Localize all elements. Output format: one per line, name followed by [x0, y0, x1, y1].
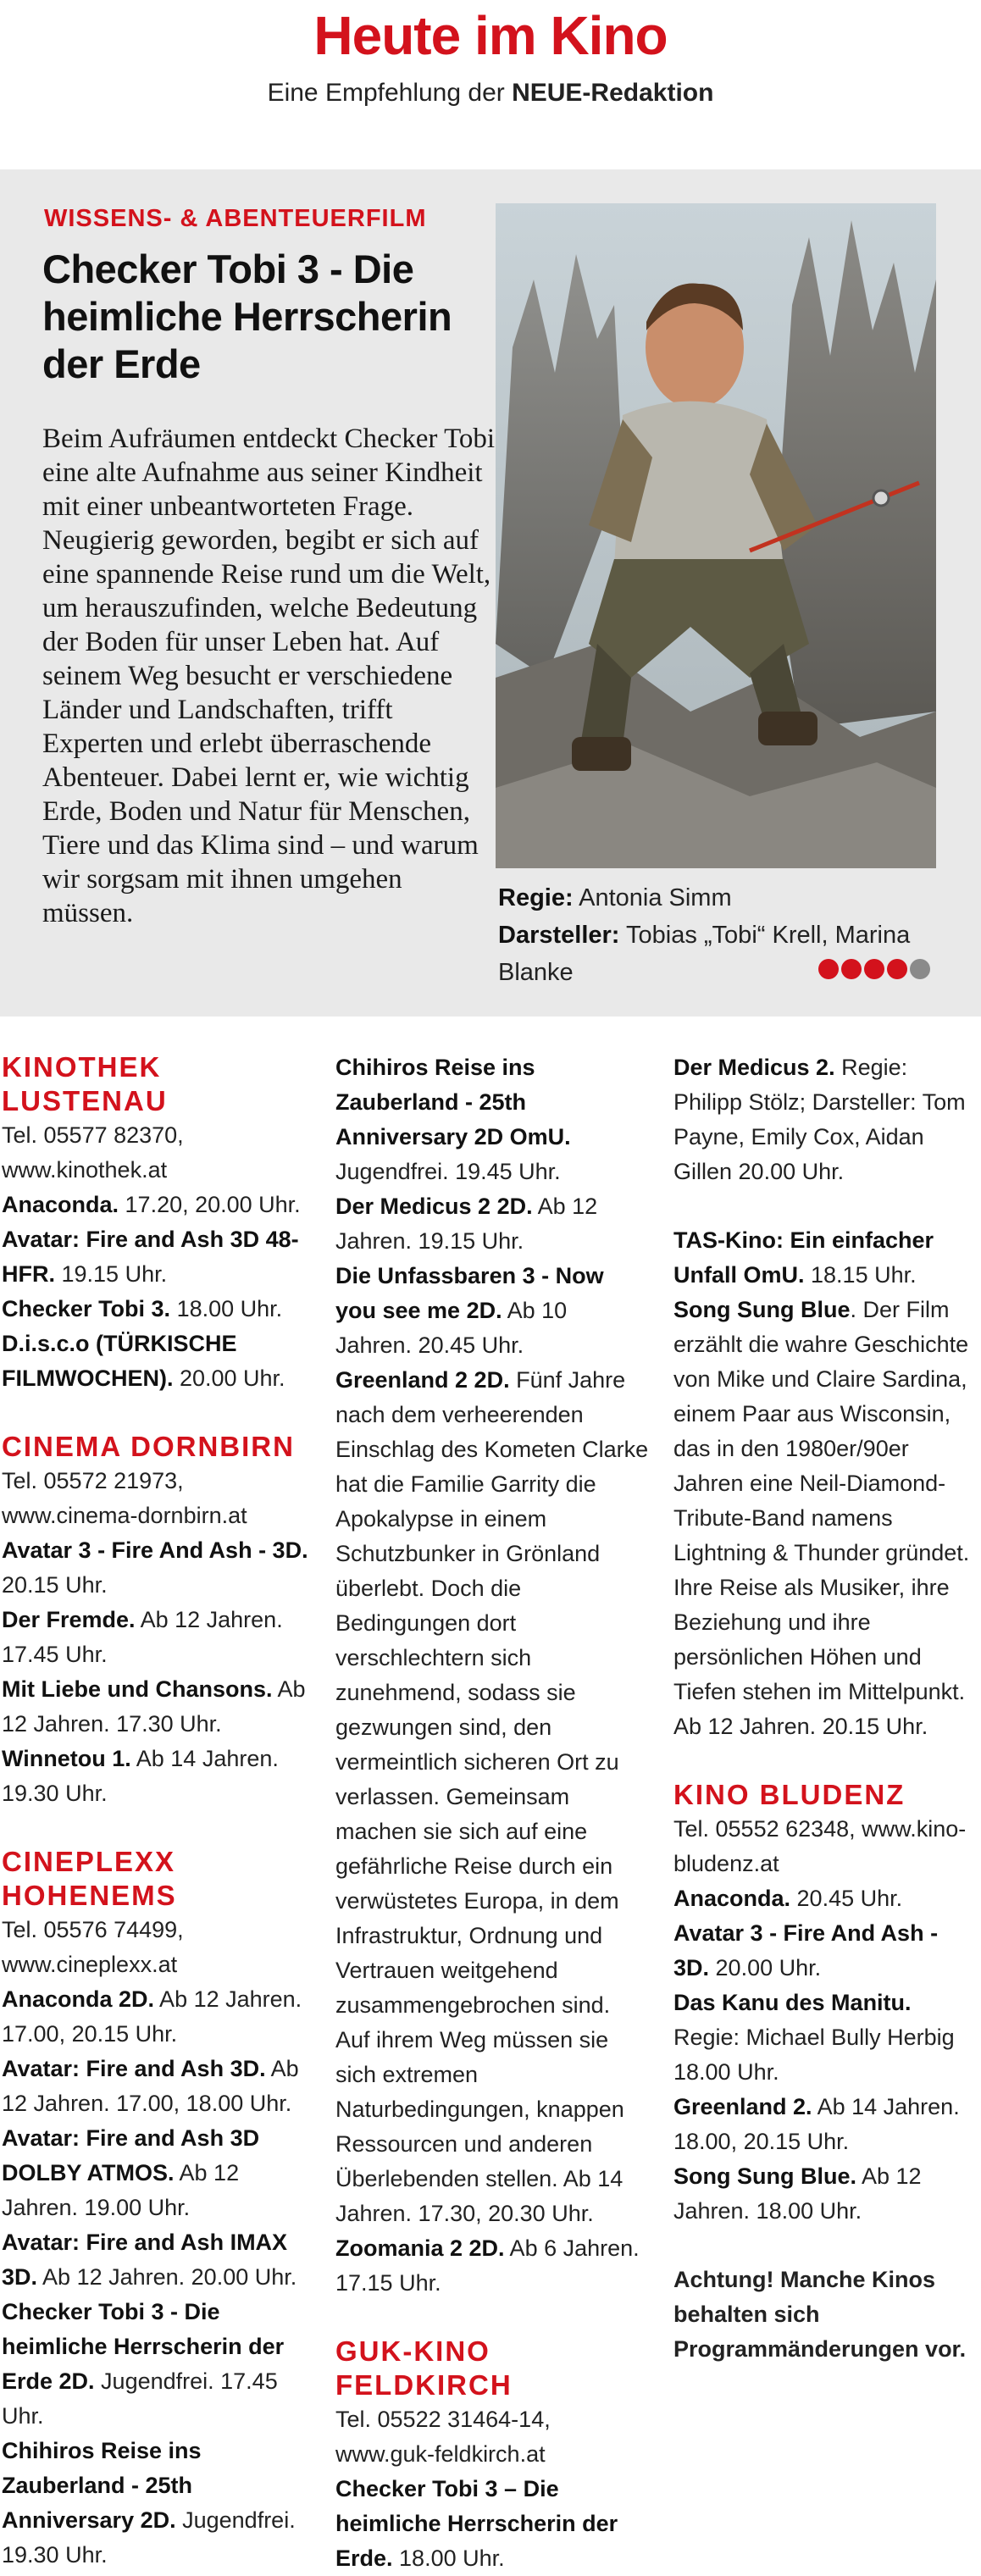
movie-details: . Der Film erzählt die wahre Geschichte von Mike und Claire Sardina, einem Paar aus Wisconsin, das in den 1980er/90er Jahren eine Neil-Diamond-Tribute-Band namens Lightning & Thunder gründet. Ihre Reise als Musiker, ihre Beziehung und ihre persönlichen Höhen und Tiefen stehen im Mittelpunkt. Ab 12 Jahren. 20.15 Uhr. — [673, 1297, 970, 1739]
movie-entry — [2, 2434, 315, 2573]
movie-details: 20.45 Uhr. — [790, 1886, 903, 1911]
movie-entry — [2, 1603, 315, 1672]
feature-photo — [496, 203, 936, 868]
cinema-name: KINOTHEK LUSTENAU — [2, 1051, 168, 1116]
movie-entry — [673, 1050, 978, 1189]
cinema-name: CINEPLEXX HOHENEMS — [2, 1846, 177, 1911]
movie-details: Ab 12 Jahren. 19.15 Uhr. — [335, 1194, 598, 1254]
movie-title: Der Medicus 2 2D. — [335, 1194, 533, 1219]
film-still-image — [496, 203, 936, 868]
cinema-contact: Tel. 05577 82370, www.kinothek.at — [2, 1122, 184, 1183]
movie-entry — [2, 1292, 315, 1327]
movie-entry — [673, 1986, 978, 2090]
movie-entry — [673, 1881, 978, 1916]
listing-column-1 — [2, 1050, 315, 2573]
movie-title: Mit Liebe und Chansons. — [2, 1676, 273, 1702]
movie-title: Der Medicus 2. — [673, 1055, 835, 1080]
page-header — [0, 0, 981, 110]
movie-details: 18.15 Uhr. — [804, 1262, 917, 1288]
movie-title: Anaconda. — [2, 1192, 119, 1217]
cinema-name: GUK-KINO FELDKIRCH — [335, 2335, 513, 2401]
movie-title: Checker Tobi 3 – Die heimliche Herrscherin der Erde. — [335, 2476, 618, 2571]
movie-title: Avatar: Fire and Ash 3D. — [2, 2056, 266, 2081]
movie-title: Avatar: Fire and Ash 3D DOLBY ATMOS. — [2, 2125, 260, 2185]
feature-title: Checker Tobi 3 - Die heimliche Herrscherin der Erde — [42, 247, 452, 386]
movie-title: Das Kanu des Manitu. — [673, 1990, 912, 2015]
listing-column-2 — [335, 1050, 649, 2576]
regie-label: Regie: — [498, 884, 574, 911]
movie-title: Avatar: Fire and Ash IMAX 3D. — [2, 2230, 288, 2290]
regie-value: Antonia Simm — [579, 884, 732, 911]
movie-entry — [335, 1363, 649, 2231]
cinema-name: KINO BLUDENZ — [673, 1779, 906, 1810]
movie-title: Der Fremde. — [2, 1607, 136, 1632]
movie-details: Ab 12 Jahren. 18.00 Uhr. — [673, 2163, 922, 2224]
movie-entry — [2, 2121, 315, 2225]
movie-title: Song Sung Blue — [673, 1297, 851, 1322]
movie-entry — [673, 1293, 978, 1744]
movie-details: Fünf Jahre nach dem verheerenden Einschlag des Kometen Clarke hat die Familie Garrity die Apokalypse in einem Schutzbunker in Grönland überlebt. Doch die Bedingungen dort verschlechtern sich zunehmend, sodass sie gezwungen sind, den vermeintlich sicheren Ort zu verlassen. Gemeinsam machen sie sich auf eine gefährliche Reise durch ein verwüstetes Europa, in dem Infrastruktur, Ordnung und Vertrauen weitgehend zusammengebrochen sind. Auf ihrem Weg müssen sie sich extremen Naturbedingungen, knappen Ressourcen und anderen Überlebenden stellen. Ab 14 Jahren. 17.30, 20.30 Uhr. — [335, 1367, 649, 2226]
movie-details: Ab 10 Jahren. 20.45 Uhr. — [335, 1298, 568, 1358]
movie-details: 17.20, 20.00 Uhr. — [119, 1192, 301, 1217]
movie-details: Ab 14 Jahren. 18.00, 20.15 Uhr. — [673, 2094, 960, 2154]
movie-title: Die Unfassbaren 3 - Now you see me 2D. — [335, 1263, 604, 1323]
movie-details: Ab 12 Jahren. 17.45 Uhr. — [2, 1607, 283, 1667]
featured-film-box — [0, 169, 981, 1017]
movie-details: Regie: Philipp Stölz; Darsteller: Tom Payne, Emily Cox, Aidan Gillen 20.00 Uhr. — [673, 1055, 966, 1184]
program-notice-text: Achtung! Manche Kinos behalten sich Programmänderungen vor. — [673, 2267, 967, 2362]
movie-title: Avatar 3 - Fire And Ash - 3D. — [673, 1920, 939, 1980]
cinema-contact: Tel. 05572 21973, www.cinema-dornbirn.at — [2, 1468, 247, 1528]
movie-details: 19.15 Uhr. — [55, 1261, 168, 1287]
rating-dot-filled — [864, 959, 884, 979]
movie-entry — [335, 2472, 649, 2576]
movie-entry — [2, 1222, 315, 1292]
movie-entry — [2, 1188, 315, 1222]
movie-entry — [673, 1916, 978, 1986]
movie-title: Song Sung Blue. — [673, 2163, 856, 2189]
listing-column-3 — [673, 1050, 978, 2367]
rating-dots — [818, 959, 933, 981]
movie-details: Ab 12 Jahren. 19.00 Uhr. — [2, 2160, 240, 2220]
movie-title: TAS-Kino: Ein einfacher Unfall OmU. — [673, 1227, 934, 1288]
movie-entry — [2, 1742, 315, 1811]
cinema-contact: Tel. 05522 31464-14, www.guk-feldkirch.at — [335, 2407, 551, 2467]
feature-description: Beim Aufräumen entdeckt Checker Tobi eine alte Aufnahme aus seiner Kindheit mit einer unbeantworteten Frage. Neugierig geworden, begibt er sich auf eine spannende Reise rund um die Welt, um herauszufinden, welche Bedeutung der Boden für unser Leben hat. Auf seinem Weg besucht er verschiedene Länder und Landschaften, trifft Experten und erlebt überraschende Abenteuer. Dabei lernt er, wie wichtig Erde, Boden und Natur für Menschen, Tiere und das Klima sind – und warum wir sorgsam mit ihnen umgehen müssen. — [42, 424, 496, 928]
movie-details: 18.00 Uhr. — [170, 1296, 283, 1321]
movie-title: Winnetou 1. — [2, 1746, 131, 1771]
movie-entry — [2, 1327, 315, 1396]
movie-entry — [2, 1982, 315, 2052]
cinema-contact: Tel. 05576 74499, www.cineplexx.at — [2, 1917, 184, 1977]
credit-regie — [498, 879, 939, 917]
darsteller-value: Tobias „Tobi“ Krell, Marina Blanke — [498, 922, 911, 986]
movie-title: Avatar 3 - Fire And Ash - 3D. — [2, 1537, 308, 1563]
subtitle-brand: NEUE-Redaktion — [512, 79, 714, 107]
movie-title: Greenland 2. — [673, 2094, 812, 2119]
movie-entry — [673, 1223, 978, 1293]
rating-dot-filled — [841, 959, 862, 979]
movie-details: 20.15 Uhr. — [2, 1572, 108, 1598]
cinema-contact: Tel. 05552 62348, www.kino-bludenz.at — [673, 1816, 967, 1876]
page-title: Heute im Kino — [313, 5, 668, 66]
darsteller-label: Darsteller: — [498, 922, 620, 949]
movie-title: Checker Tobi 3 - Die heimliche Herrscherin der Erde 2D. — [2, 2299, 285, 2394]
movie-title: Zoomania 2 2D. — [335, 2235, 505, 2261]
rating-dot-filled — [887, 959, 907, 979]
movie-details: Jugendfrei. 17.45 Uhr. — [2, 2368, 278, 2429]
movie-entry — [2, 1672, 315, 1742]
movie-entry — [673, 2090, 978, 2159]
movie-entry — [673, 2159, 978, 2229]
movie-entry — [2, 2225, 315, 2295]
movie-details: Ab 12 Jahren. 17.00, 18.00 Uhr. — [2, 2056, 299, 2116]
movie-entry — [335, 1050, 649, 1189]
movie-details: 20.00 Uhr. — [709, 1955, 822, 1980]
movie-entry — [2, 2295, 315, 2434]
subtitle-prefix: Eine Empfehlung der — [267, 79, 513, 107]
movie-entry — [335, 2231, 649, 2301]
movie-details: Ab 12 Jahren. 17.30 Uhr. — [2, 1676, 306, 1737]
rating-dot-filled — [818, 959, 839, 979]
movie-details: 20.00 Uhr. — [173, 1366, 285, 1391]
rating-dot-empty — [910, 959, 930, 979]
movie-details: Ab 6 Jahren. 17.15 Uhr. — [335, 2235, 640, 2296]
movie-title: Anaconda. — [673, 1886, 791, 1911]
movie-details: Jugendfrei. 19.45 Uhr. — [335, 1159, 561, 1184]
movie-entry — [335, 1189, 649, 1259]
movie-entry — [2, 2052, 315, 2121]
page-subtitle — [0, 78, 981, 108]
cinema-name: CINEMA DORNBIRN — [2, 1431, 295, 1462]
movie-title: Avatar: Fire and Ash 3D 48-HFR. — [2, 1227, 299, 1287]
movie-title: Anaconda 2D. — [2, 1986, 155, 2012]
movie-title: Chihiros Reise ins Zauberland - 25th Anniversary 2D OmU. — [335, 1055, 571, 1150]
movie-entry — [335, 1259, 649, 1363]
movie-title: Greenland 2 2D. — [335, 1367, 510, 1393]
movie-entry — [2, 1533, 315, 1603]
program-notice — [673, 2263, 978, 2367]
movie-title: D.i.s.c.o (TÜRKISCHE FILMWOCHEN). — [2, 1331, 237, 1391]
movie-details: 18.00 Uhr. — [392, 2546, 505, 2571]
movie-details: Regie: Michael Bully Herbig 18.00 Uhr. — [673, 2025, 955, 2085]
movie-details: Ab 14 Jahren. 19.30 Uhr. — [2, 1746, 279, 1806]
movie-title: Checker Tobi 3. — [2, 1296, 171, 1321]
movie-details: Jugendfrei. 19.30 Uhr. — [2, 2507, 296, 2568]
feature-genre: WISSENS- & ABENTEUERFILM — [44, 205, 427, 232]
movie-title: Chihiros Reise ins Zauberland - 25th Anniversary 2D. — [2, 2438, 202, 2533]
movie-details: Ab 12 Jahren. 17.00, 20.15 Uhr. — [2, 1986, 302, 2047]
movie-details: Ab 12 Jahren. 20.00 Uhr. — [37, 2264, 297, 2290]
